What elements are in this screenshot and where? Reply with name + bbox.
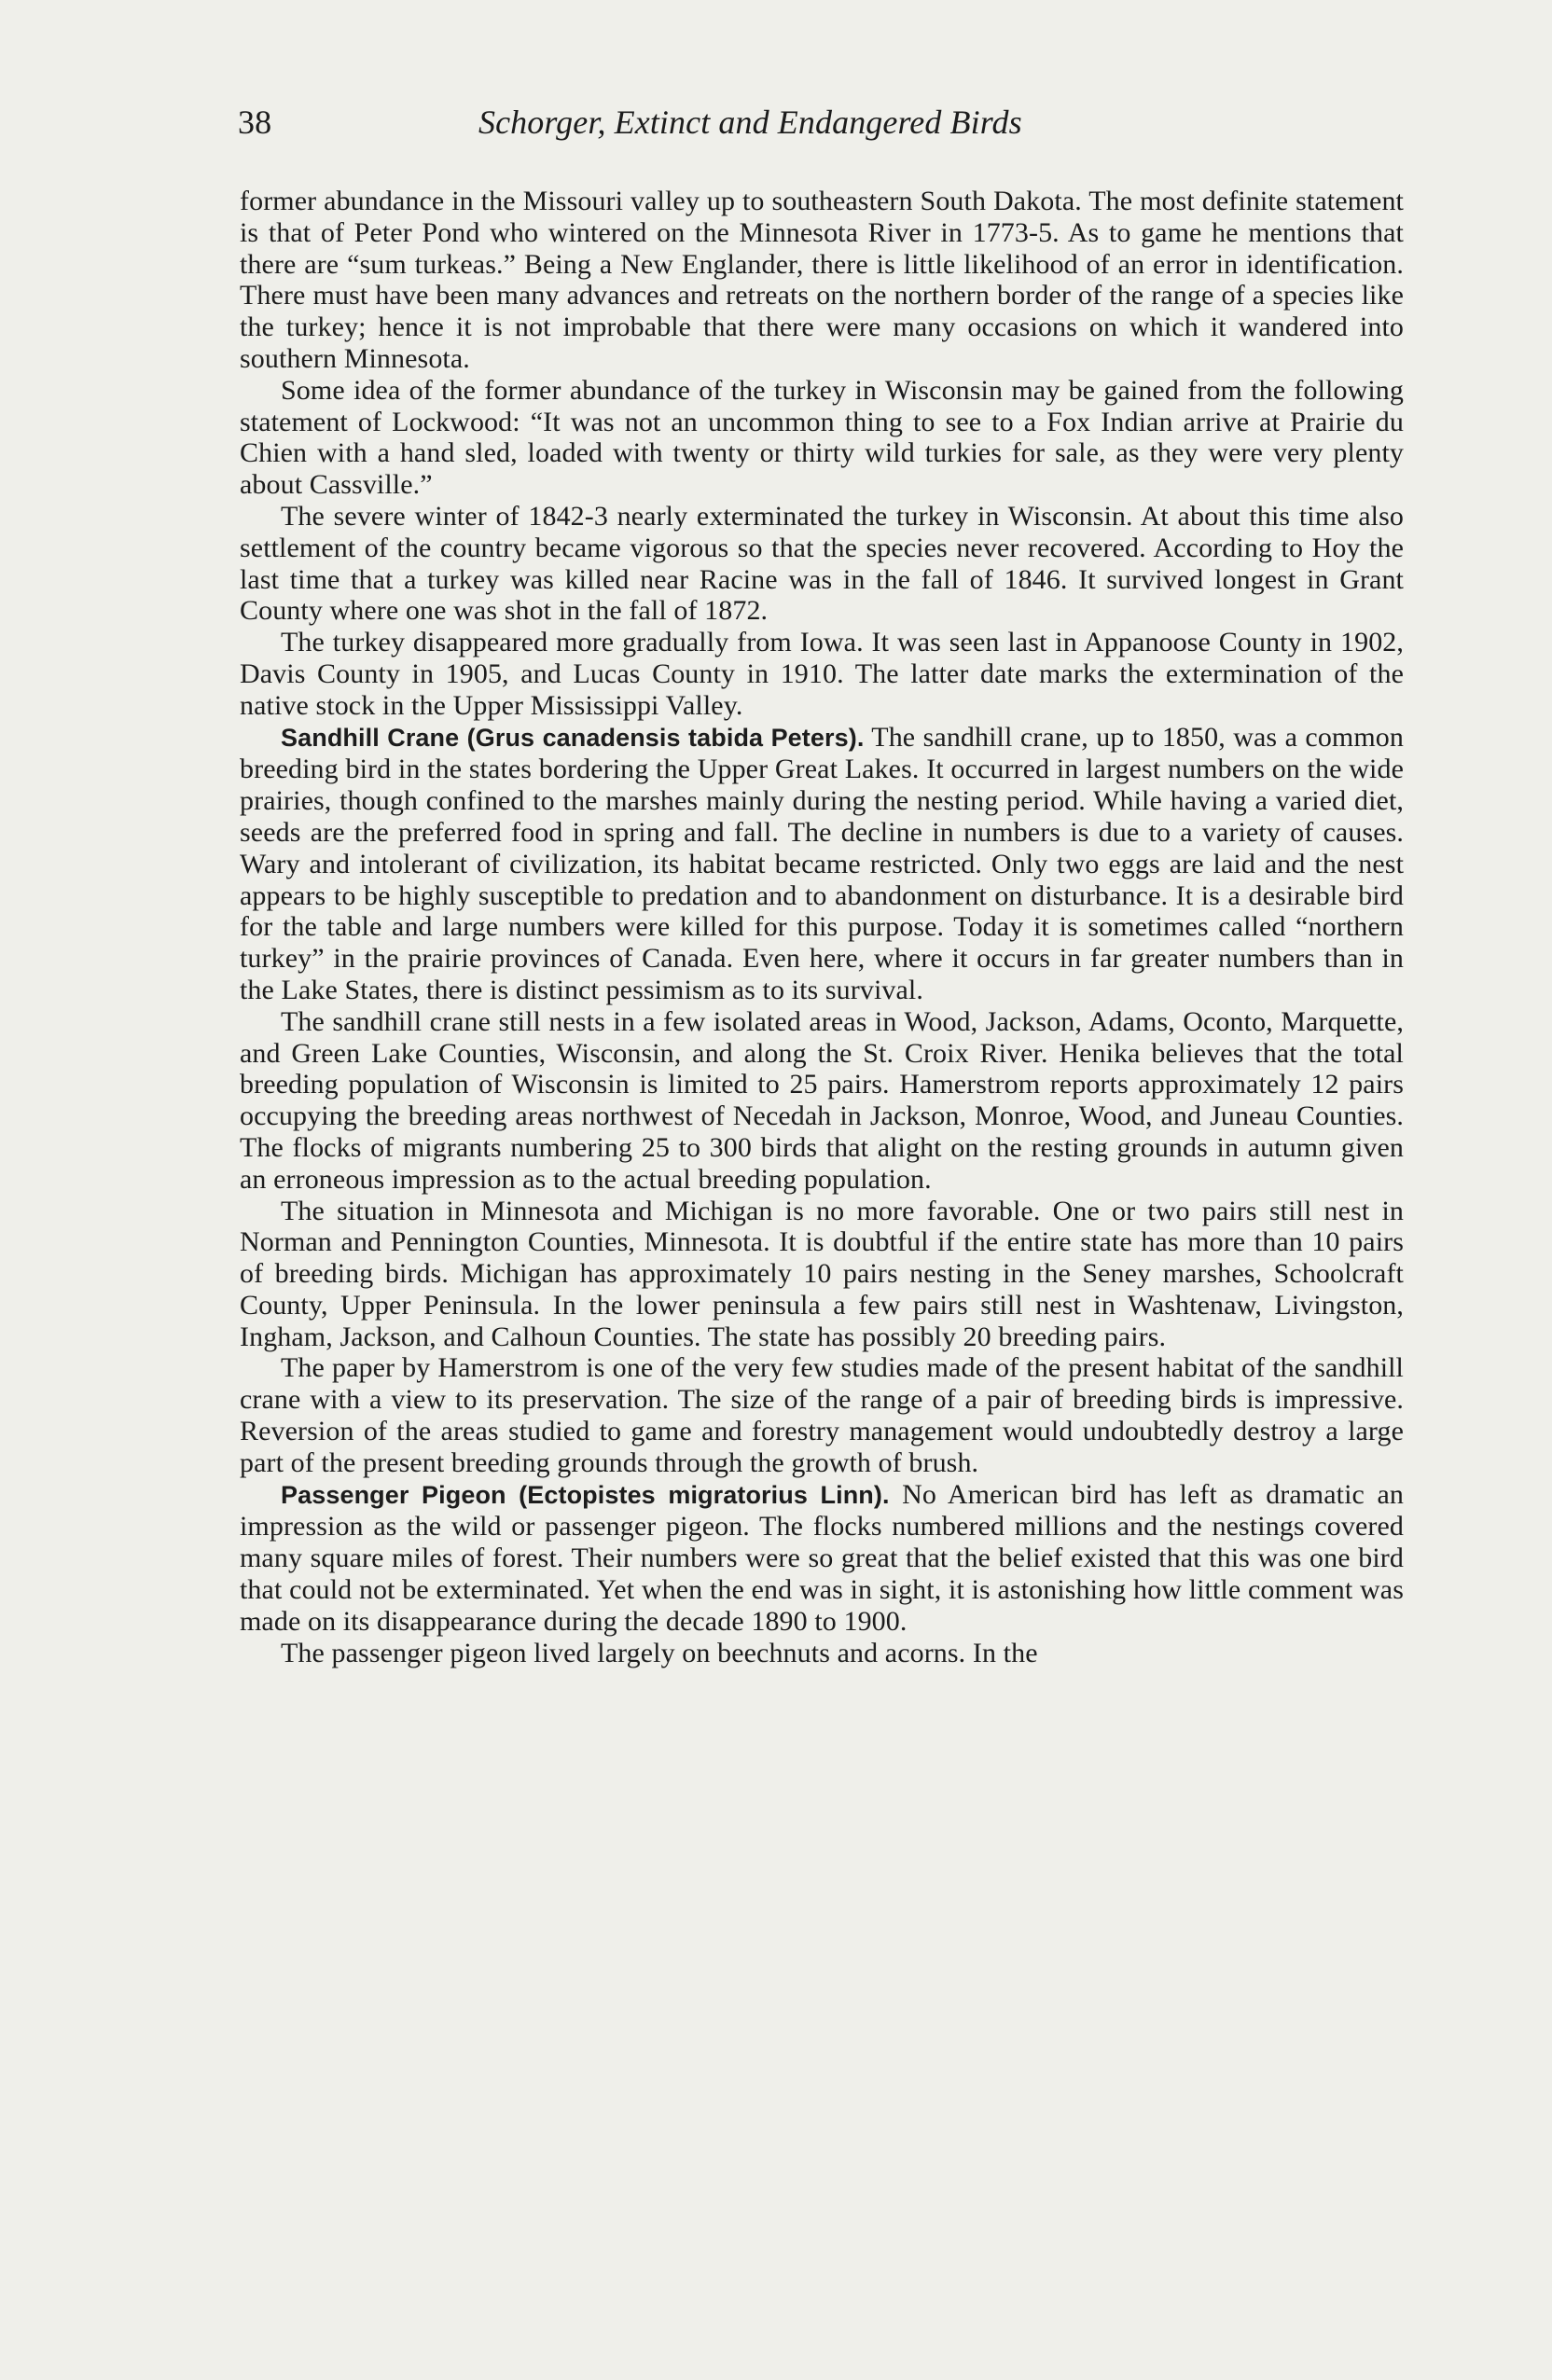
paragraph (240, 1352, 1404, 1478)
page-header (238, 103, 1404, 149)
paragraph-text: The paper by Hamerstrom is one of the very few studies made of the present habitat of the sandhill crane with a view to its preservation. The size of the range of a pair of breeding birds is impressive. Reversion of the areas studied to game and forestry management would undoubtedly destroy a large part of the present breeding grounds through the growth of brush. (240, 1352, 1404, 1478)
paragraph (240, 375, 1404, 501)
paragraph-passenger-pigeon (240, 1479, 1404, 1638)
page-number: 38 (238, 104, 272, 141)
body-text (240, 186, 1404, 1668)
paragraph-text: The passenger pigeon lived largely on beechnuts and acorns. In the (281, 1637, 1038, 1668)
species-heading: Sandhill Crane (Grus canadensis tabida Peters). (281, 723, 865, 752)
paragraph-text: The turkey disappeared more gradually from Iowa. It was seen last in Appanoose County in 1902, Davis County in 1905, and Lucas County in 1910. The latter date marks the extermination of the native stock in the Upper Mississippi Valley. (240, 627, 1404, 721)
paragraph (240, 1006, 1404, 1196)
paragraph-text: former abundance in the Missouri valley up to southeastern South Dakota. The most definite statement is that of Peter Pond who wintered on the Minnesota River in 1773-5. As to game he mentions that there are “sum turkeas.” Being a New Englander, there is little likelihood of an error in identification. There must have been many advances and retreats on the northern border of the range of a species like the turkey; hence it is not improbable that there were many occasions on which it wandered into southern Minnesota. (240, 186, 1404, 374)
paragraph (240, 1638, 1404, 1669)
paragraph-text: The situation in Minnesota and Michigan is no more favorable. One or two pairs still nest in Norman and Pennington Counties, Minnesota. It is doubtful if the entire state has more than 10 pairs of breeding birds. Michigan has approximately 10 pairs nesting in the Seney marshes, Schoolcraft County, Upper Peninsula. In the lower peninsula a few pairs still nest in Washtenaw, Livingston, Ingham, Jackson, and Calhoun Counties. The state has possibly 20 breeding pairs. (240, 1195, 1404, 1352)
paragraph (240, 1196, 1404, 1353)
species-heading: Passenger Pigeon (Ectopistes migratorius Linn). (281, 1480, 890, 1509)
paragraph (240, 186, 1404, 375)
running-title: Schorger, Extinct and Endangered Birds (478, 104, 1022, 141)
paragraph (240, 501, 1404, 627)
paragraph-text: The sandhill crane, up to 1850, was a common breeding bird in the states bordering the Upper Great Lakes. It occurred in largest numbers on the wide prairies, though confined to the marshes mainly during the nesting period. While having a varied diet, seeds are the preferred food in spring and fall. The decline in numbers is due to a variety of causes. Wary and intolerant of civilization, its habitat became restricted. Only two eggs are laid and the nest appears to be highly susceptible to predation and to abandonment on disturbance. It is a desirable bird for the table and large numbers were killed for this purpose. Today it is sometimes called “northern turkey” in the prairie provinces of Canada. Even here, where it occurs in far greater numbers than in the Lake States, there is distinct pessimism as to its survival. (240, 721, 1404, 1005)
paragraph (240, 627, 1404, 721)
paragraph-text: The sandhill crane still nests in a few isolated areas in Wood, Jackson, Adams, Oconto, Marquette, and Green Lake Counties, Wisconsin, and along the St. Croix River. Henika believes that the total breeding population of Wisconsin is limited to 25 pairs. Hamerstrom reports approximately 12 pairs occupying the breeding areas northwest of Necedah in Jackson, Monroe, Wood, and Juneau Counties. The flocks of migrants numbering 25 to 300 birds that alight on the resting grounds in autumn given an erroneous impression as to the actual breeding population. (240, 1005, 1404, 1195)
paragraph-text: Some idea of the former abundance of the turkey in Wisconsin may be gained from the following statement of Lockwood: “It was not an uncommon thing to see to a Fox Indian arrive at Prairie du Chien with a hand sled, loaded with twenty or thirty wild turkies for sale, as they were very plenty about Cassville.” (240, 374, 1404, 501)
paragraph-sandhill-crane (240, 722, 1404, 1006)
paragraph-text: No American bird has left as dramatic an impression as the wild or passenger pigeon. The flocks numbered millions and the nestings covered many square miles of forest. Their numbers were so great that the belief existed that this was one bird that could not be exterminated. Yet when the end was in sight, it is astonishing how little comment was made on its disappearance during the decade 1890 to 1900. (240, 1478, 1404, 1637)
paragraph-text: The severe winter of 1842-3 nearly exterminated the turkey in Wisconsin. At about this time also settlement of the country became vigorous so that the species never recovered. According to Hoy the last time that a turkey was killed near Racine was in the fall of 1846. It survived longest in Grant County where one was shot in the fall of 1872. (240, 500, 1404, 627)
